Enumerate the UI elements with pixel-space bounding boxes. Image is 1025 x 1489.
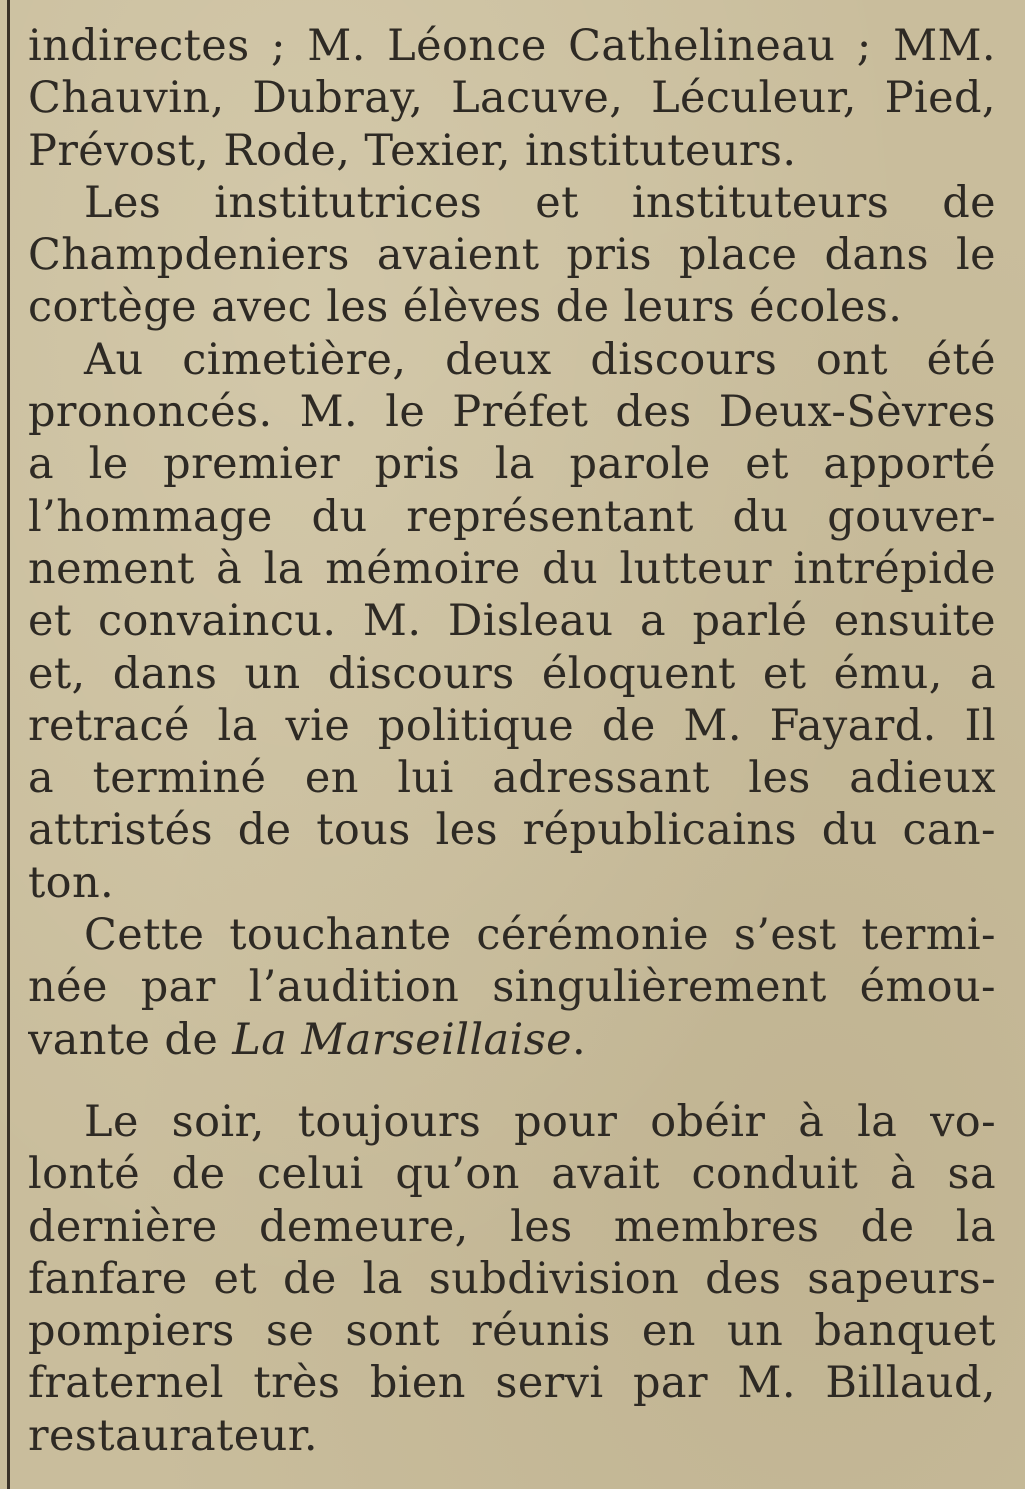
text-line: prononcés. M. le Préfet des Deux-Sèvres — [28, 387, 996, 438]
text-line: a le premier pris la parole et apporté — [28, 439, 996, 490]
text-line: l’hommage du représentant du gouver- — [28, 491, 996, 542]
text-line: retracé la vie politique de M. Fayard. Il — [28, 700, 996, 751]
text-line: restaurateur. — [28, 1410, 318, 1461]
text-line: fanfare et de la subdivision des sapeurs- — [28, 1253, 996, 1304]
text-line: attristés de tous les républicains du can- — [28, 805, 996, 856]
article-column — [28, 20, 996, 1462]
text-line: Cette touchante cérémonie s’est termi- — [84, 910, 996, 961]
text-line: Champdeniers avaient pris place dans le — [28, 230, 996, 281]
column-rule — [7, 0, 10, 1489]
text-line: pompiers se sont réunis en un banquet — [28, 1306, 996, 1357]
text-line: indirectes ; M. Léonce Cathelineau ; MM. — [28, 21, 996, 71]
text-line: fraternel très bien servi par M. Billaud, — [28, 1358, 996, 1409]
text-line: née par l’audition singulièrement émou- — [28, 962, 996, 1013]
text-line: lonté de celui qu’on avait conduit à sa — [28, 1149, 996, 1200]
paragraph-teachers — [28, 177, 996, 334]
song-title: La Marseillaise — [232, 1014, 573, 1065]
text-fragment: vante de — [28, 1014, 233, 1065]
paragraph-banquet — [28, 1096, 996, 1462]
paragraph-cemetery — [28, 334, 996, 909]
text-line: Les institutrices et instituteurs de — [84, 177, 996, 228]
paragraph-attendees — [28, 20, 996, 177]
text-line: Au cimetière, deux discours ont été — [84, 334, 996, 385]
text-line: et, dans un discours éloquent et ému, a — [28, 648, 996, 699]
text-line: a terminé en lui adressant les adieux — [28, 753, 996, 804]
paragraph-ceremony-end — [28, 909, 996, 1066]
text-line: Le soir, toujours pour obéir à la vo- — [84, 1096, 996, 1147]
text-line: et convaincu. M. Disleau a parlé ensuite — [28, 596, 996, 647]
text-line — [28, 1014, 996, 1066]
paragraph-gap — [28, 1066, 996, 1096]
text-line: ton. — [28, 857, 115, 908]
text-line: Chauvin, Dubray, Lacuve, Léculeur, Pied, — [28, 73, 996, 124]
text-line: dernière demeure, les membres de la — [28, 1201, 996, 1252]
text-fragment: . — [572, 1014, 587, 1065]
text-line: cortège avec les élèves de leurs écoles. — [28, 282, 903, 333]
text-line: nement à la mémoire du lutteur intrépide — [28, 543, 996, 594]
text-line: Prévost, Rode, Texier, instituteurs. — [28, 125, 797, 176]
